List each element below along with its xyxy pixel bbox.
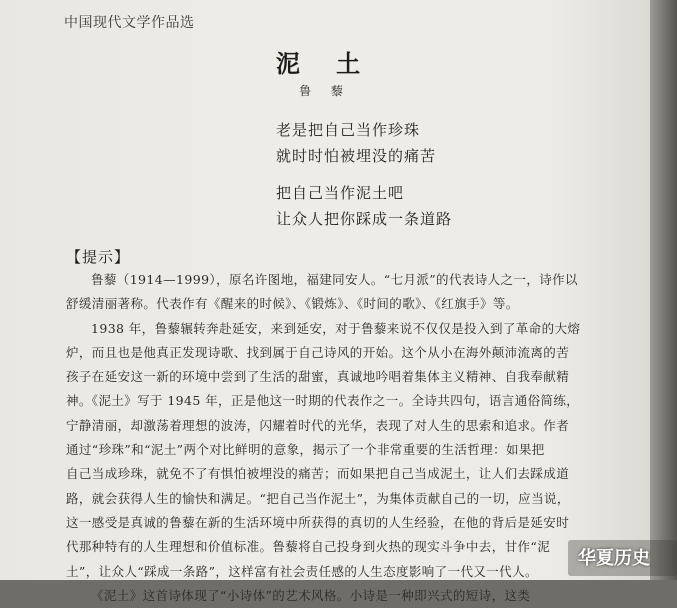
- watermark: 华夏历史: [578, 548, 650, 569]
- hint-body: [66, 268, 626, 608]
- hint-line: 舒缓清丽著称。代表作有《醒来的时候》、《锻炼》、《时间的歌》、《红旗手》等。: [66, 296, 519, 312]
- hint-line: 1938 年，鲁藜辗转奔赴延安，来到延安，对于鲁藜来说不仅仅是投入到了革命的大熔: [91, 320, 581, 336]
- poem-author: 鲁 藜: [299, 84, 351, 98]
- running-head: 中国现代文学作品选: [64, 15, 195, 31]
- hint-line: 《泥土》这首诗体现了“小诗体”的艺术风格。小诗是一种即兴式的短诗，这类: [91, 587, 531, 603]
- poem-line: 让众人把你踩成一条道路: [276, 210, 453, 228]
- hint-line: 这一感受是真诚的鲁藜在新的生活环境中所获得的真切的人生经验，在他的背后是延安时: [66, 514, 570, 530]
- poem-stanza-1: [276, 117, 436, 169]
- poem-line: 把自己当作泥土吧: [276, 184, 405, 202]
- hint-line: 宁静清丽，却激荡着理想的波涛，闪耀着时代的光华，表现了对人生的思索和追求。作者: [66, 417, 570, 433]
- hint-line: 土”，让众人“踩成一条路”，这样富有社会责任感的人生态度影响了一代又一代人。: [66, 563, 538, 579]
- hint-line: 路，就会获得人生的愉快和满足。“把自己当作泥土”，为集体贡献自己的一切，应当说，: [66, 490, 570, 506]
- hint-line: 自己当成珍珠，就免不了有惧怕被埋没的痛苦；而如果把自己当成泥土，让人们去踩成道: [66, 466, 570, 482]
- poem-title: 泥 土: [275, 49, 375, 78]
- hint-line: 孩子在延安这一新的环境中尝到了生活的甜蜜，真诚地吟唱着集体主义精神、自我奉献精: [66, 369, 570, 385]
- poem-stanza-2: [276, 180, 452, 232]
- hint-line: 炉，而且也是他真正发现诗歌、找到属于自己诗风的开始。这个从小在海外颠沛流离的苦: [66, 344, 570, 360]
- poem-line: 就时时怕被埋没的痛苦: [276, 147, 437, 165]
- hint-line: 神。《泥土》写于 1945 年，正是他这一时期的代表作之一。全诗共四句，语言通俗简练，: [66, 393, 580, 409]
- hint-line: 通过“珍珠”和“泥土”两个对比鲜明的意象，揭示了一个非常重要的生活哲理：如果把: [66, 442, 545, 458]
- hint-line: 鲁藜（1914—1999），原名许图地，福建同安人。“七月派”的代表诗人之一，诗作以: [91, 272, 578, 287]
- poem-line: 老是把自己当作珍珠: [276, 121, 421, 139]
- hint-heading: 【提示】: [66, 248, 131, 266]
- hint-line: 代那种特有的人生理想和价值标准。鲁藜将自己投身到火热的现实斗争中去，甘作“泥: [66, 539, 551, 555]
- page-edge: [650, 0, 677, 580]
